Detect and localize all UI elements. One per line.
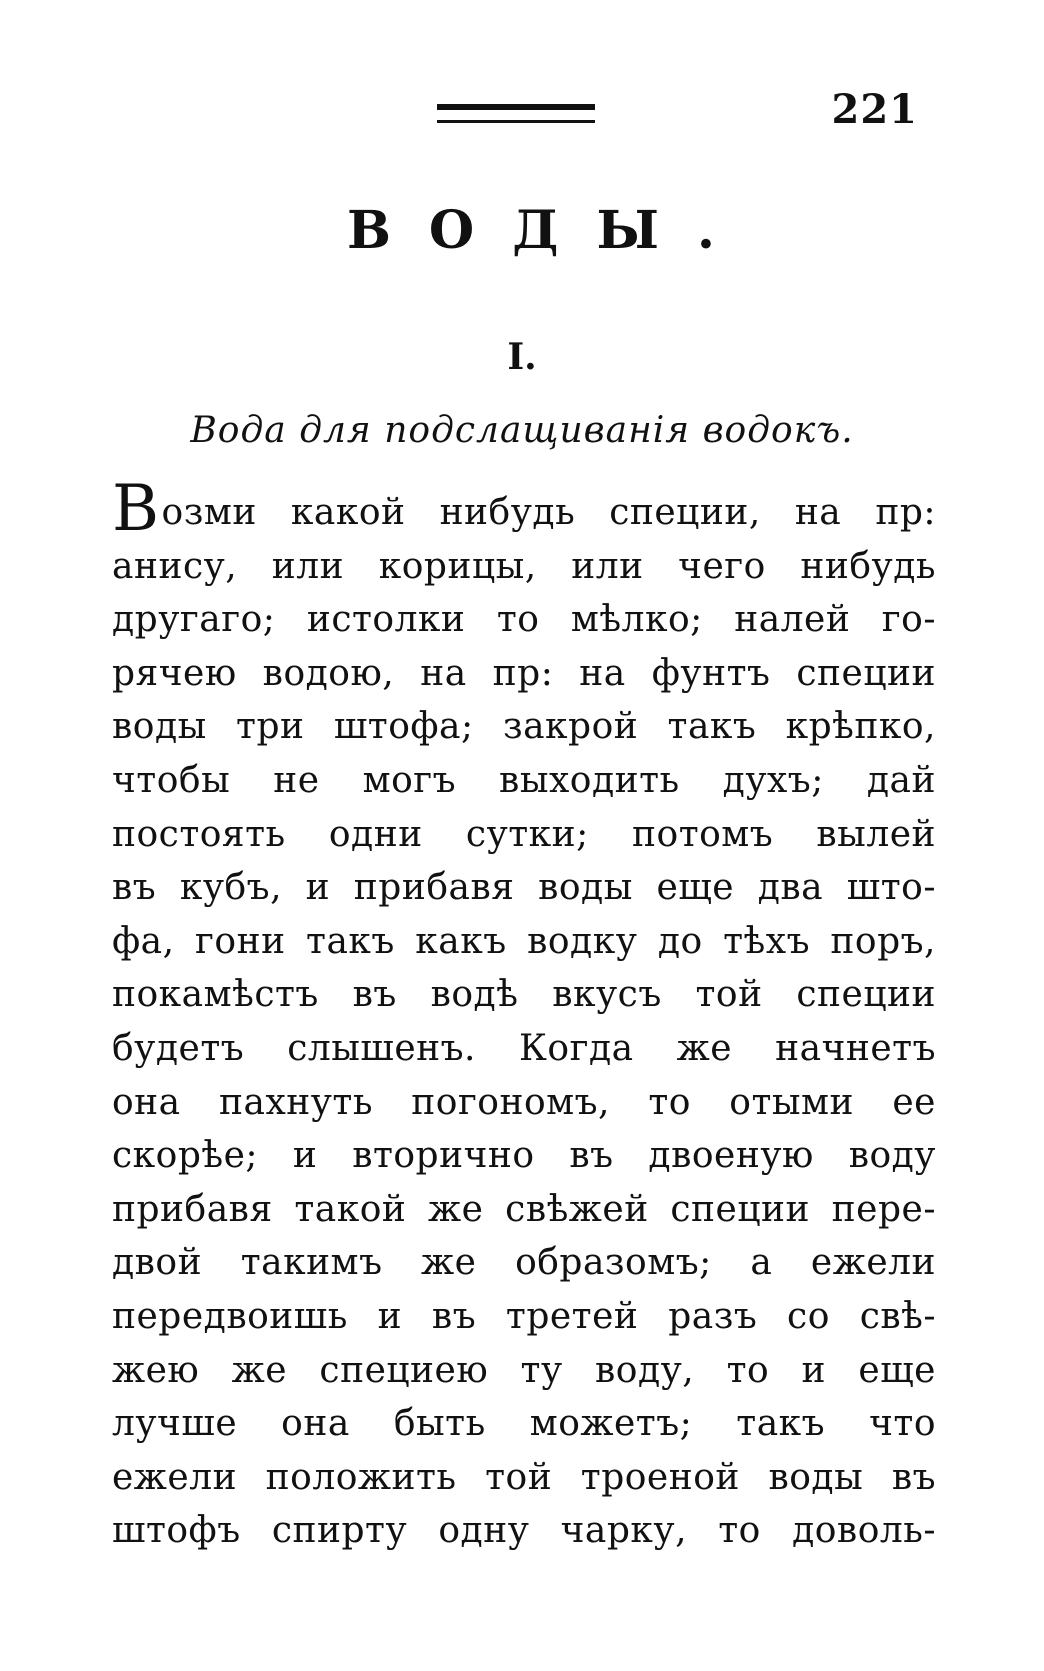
body-line-20: штофъ спирту одну чарку, то доволь- (112, 1510, 936, 1552)
body-line-6: чтобы не могъ выходить духъ; дай (112, 759, 936, 801)
body-line-3: другаго; истолки то мѣлко; налей го- (112, 599, 936, 641)
drop-cap: В (112, 472, 160, 546)
body-line-8: въ кубъ, и прибавя воды еще два што- (112, 867, 936, 909)
header-ornament-rule (437, 100, 595, 130)
item-number: I. (507, 336, 537, 378)
body-line-13: скорѣе; и вторично въ двоеную воду (112, 1135, 936, 1177)
body-line-7: постоять одни сутки; потомъ вылей (112, 813, 936, 855)
body-line-10: покамѣстъ въ водѣ вкусъ той специи (112, 974, 936, 1016)
body-line-14: прибавя такой же свѣжей специи пере- (112, 1188, 936, 1230)
body-line-5: воды три штофа; закрой такъ крѣпко, (112, 706, 936, 748)
item-heading: Вода для подслащиванія водокъ. (190, 410, 854, 451)
body-line-1 (112, 472, 936, 546)
body-line-4: рячею водою, на пр: на фунтъ специи (112, 652, 936, 694)
body-text (112, 472, 936, 1558)
body-line-17: жею же специею ту воду, то и еще (112, 1349, 936, 1391)
body-line-15: двой такимъ же образомъ; а ежели (112, 1242, 936, 1284)
body-line-9: фа, гони такъ какъ водку до тѣхъ поръ, (112, 920, 936, 962)
body-line-18: лучше она быть можетъ; такъ что (112, 1403, 936, 1445)
body-line-text: озми какой нибудь специи, на пр: (161, 492, 936, 533)
body-line-2: анису, или корицы, или чего нибудь (112, 545, 936, 587)
body-line-12: она пахнуть погономъ, то отыми ее (112, 1081, 936, 1123)
body-line-11: будетъ слышенъ. Когда же начнетъ (112, 1027, 936, 1069)
header-rule-thin (437, 120, 595, 123)
body-line-19: ежели положить той троеной воды въ (112, 1456, 936, 1498)
section-title: ВОДЫ. (346, 200, 754, 261)
header-rule-thick (437, 104, 595, 110)
page-number: 221 (831, 86, 918, 133)
body-line-16: передвоишь и въ третей разъ со свѣ- (112, 1295, 936, 1337)
